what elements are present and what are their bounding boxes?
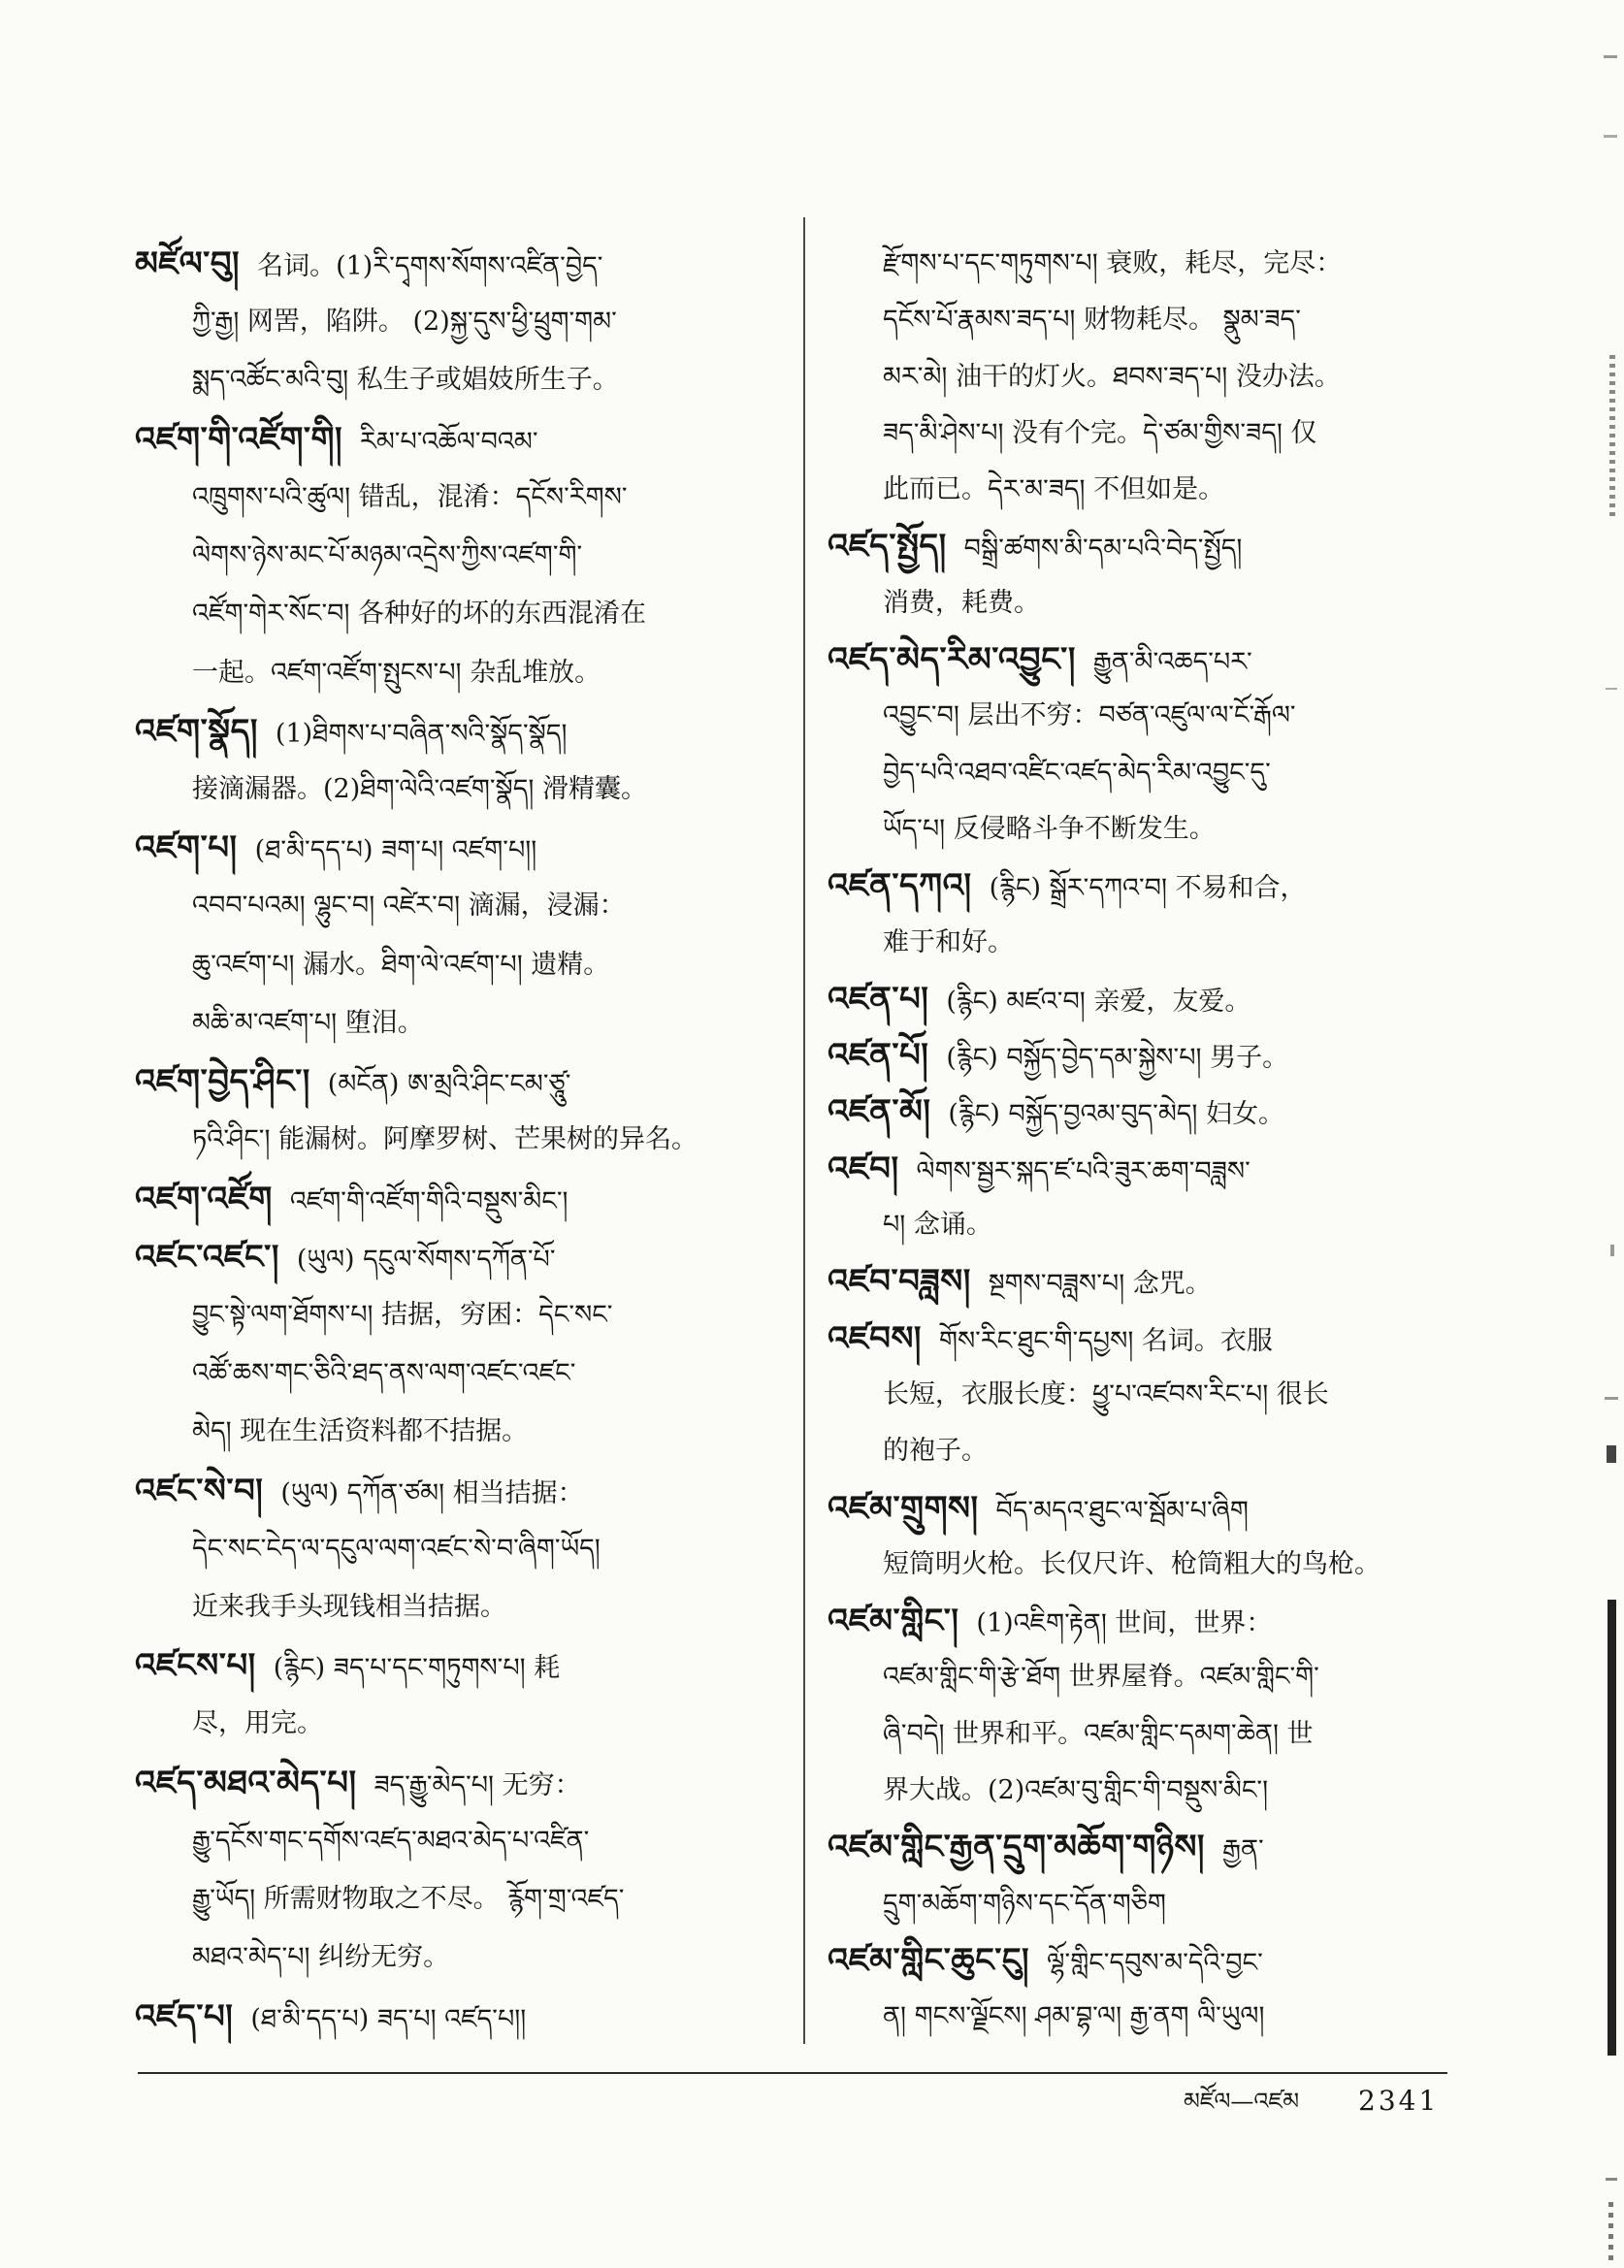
definition-text: བོད་མདའ་ཐུང་ལ་སྦོམ་པ་ཞིག bbox=[995, 1495, 1249, 1526]
headword: འཛག་འཛོག bbox=[135, 1179, 273, 1218]
definition-text: ལེགས་སྦྱར་སྐད་ཛ་པའི་ཟུར་ཆག་བཟླས་ bbox=[916, 1155, 1250, 1186]
definition-text: རིམ་པ་འཆོལ་བའམ་ bbox=[360, 426, 538, 457]
definition-text: (ཡུལ) དངུལ་སོགས་དཀོན་པོ་ bbox=[296, 1244, 556, 1275]
continuation-line bbox=[828, 1197, 1455, 1253]
definition-text: འཁྲུགས་པའི་ཚུལ། 错乱，混淆：དངོས་རིགས་ bbox=[192, 481, 628, 512]
continuation-line bbox=[135, 994, 767, 1053]
definition-text: བྱུང་སྟེ་ལག་ཐོགས་པ། 拮据，穷困：དེང་སང་ bbox=[192, 1299, 613, 1330]
headword: འཛབས། bbox=[828, 1318, 922, 1358]
footer-rule bbox=[138, 2072, 1447, 2074]
entry-first-line bbox=[828, 1819, 1455, 1875]
definition-text: 名词。(1)རི་དྭགས་སོགས་འཛིན་བྱེད་ bbox=[257, 251, 603, 281]
scan-mark bbox=[1606, 2178, 1617, 2181]
continuation-line bbox=[135, 761, 767, 819]
headword: མཛོལ་བུ། bbox=[135, 244, 241, 283]
continuation-line bbox=[135, 1111, 767, 1169]
continuation-line bbox=[135, 1870, 767, 1928]
continuation-line bbox=[135, 1695, 767, 1753]
continuation-line bbox=[135, 293, 767, 351]
headword: འཛད་མཐའ་མེད་པ། bbox=[135, 1763, 357, 1802]
entry-first-line bbox=[828, 1593, 1455, 1649]
scan-mark bbox=[1610, 1245, 1614, 1256]
definition-text: ཡོད་པ། 反侵略斗争不断发生。 bbox=[883, 813, 1216, 844]
definition-text: 的袍子。 bbox=[883, 1436, 988, 1467]
definition-text: མཐའ་མེད་པ། 纠纷无穷。 bbox=[192, 1942, 450, 1973]
entry-first-line bbox=[828, 1141, 1455, 1197]
definition-text: 此而已。དེར་མ་ཟད། 不但如是。 bbox=[883, 474, 1225, 505]
definition-text: 尽，用完。 bbox=[192, 1708, 323, 1739]
entry-first-line bbox=[828, 1311, 1455, 1367]
running-head: མཛོལ—འཛམ bbox=[1184, 2088, 1300, 2115]
definition-text: (རྙིང) ཟད་པ་དང་གཏུགས་པ། 耗 bbox=[273, 1653, 561, 1684]
definition-text: (རྙིང) བསྐྱོད་བྱེད་དམ་སྐྱེས་པ། 男子。 bbox=[946, 1043, 1289, 1074]
definition-text: ཟད་རྒྱུ་མེད་པ། 无穷： bbox=[374, 1769, 581, 1800]
definition-text: (1)འཇིག་རྟེན། 世间，世界： bbox=[976, 1608, 1273, 1639]
headword: འཛན་མོ། bbox=[828, 1092, 931, 1132]
definition-text: ལེགས་ཉེས་མང་པོ་མཉམ་འདྲེས་ཀྱིས་འཛག་གི་ bbox=[192, 540, 583, 571]
entry-first-line bbox=[135, 1754, 767, 1812]
continuation-line bbox=[135, 644, 767, 702]
continuation-line bbox=[135, 1812, 767, 1870]
definition-text: ཟད་མི་ཤེས་པ། 没有个完。དེ་ཙམ་གྱིས་ཟད། 仅 bbox=[883, 417, 1317, 448]
definition-text: སྨད་འཚོང་མའི་བུ། 私生子或娼妓所生子。 bbox=[192, 365, 619, 396]
definition-text: 一起。འཛག་འཛོག་སྤུངས་པ། 杂乱堆放。 bbox=[192, 657, 601, 688]
entry-first-line bbox=[828, 1932, 1455, 1989]
headword: འཛད་མེད་རིམ་འབྱུང་། bbox=[828, 640, 1076, 680]
entry-first-line bbox=[828, 971, 1455, 1027]
definition-text: (རྙིང) མཛའ་བ། 亲爱，友爱。 bbox=[946, 986, 1251, 1017]
definition-text: བསྒྲི་ཚགས་མི་དམ་པའི་བེད་སྤྱོད། bbox=[963, 534, 1243, 565]
continuation-line bbox=[828, 236, 1455, 292]
definition-text: 界大战。(2)འཛམ་བུ་གླིང་གི་བསྡུས་མིང་། bbox=[883, 1775, 1269, 1806]
headword: འཛངས་པ། bbox=[135, 1646, 256, 1686]
continuation-line bbox=[828, 1706, 1455, 1763]
definition-text: རྒྱུ་དངོས་གང་དགོས་འཛད་མཐའ་མེད་པ་འཛིན་ bbox=[192, 1825, 590, 1856]
entry-first-line bbox=[135, 1462, 767, 1520]
definition-text: ལྷོ་གླིང་དབུས་མ་དེའི་བྱང་ bbox=[1047, 1947, 1263, 1978]
headword: འཛག་སྣོད། bbox=[135, 711, 258, 751]
definition-text: 近来我手头现钱相当拮据。 bbox=[192, 1592, 506, 1623]
definition-text: 接滴漏器。(2)ཐིག་ལེའི་འཛག་སྣོད། 滑精囊。 bbox=[192, 773, 647, 804]
continuation-line bbox=[828, 349, 1455, 405]
continuation-line bbox=[828, 1876, 1455, 1932]
scan-mark bbox=[1607, 1445, 1616, 1463]
headword: འཛབ་བཟླས། bbox=[828, 1262, 971, 1302]
continuation-line bbox=[828, 688, 1455, 744]
definition-text: མེད། 现在生活资料都不拮据。 bbox=[192, 1416, 529, 1447]
definition-text: འཛག་གི་འཛོག་གིའི་བསྡུས་མིང་། bbox=[289, 1185, 568, 1216]
entry-first-line bbox=[135, 1636, 767, 1695]
continuation-line bbox=[828, 405, 1455, 462]
headword: འཛག་བྱེད་ཤིང་། bbox=[135, 1062, 310, 1102]
column-divider bbox=[803, 217, 805, 2044]
continuation-line bbox=[828, 915, 1455, 971]
definition-text: རྒྱུ་ཡོད། 所需财物取之不尽。 རྙོག་གྲ་འཛད་ bbox=[192, 1884, 625, 1915]
definition-text: པ། 念诵。 bbox=[883, 1210, 992, 1241]
definition-text: (མངོན) ཨ་མྲའི་ཤིང་ངམ་ཙཱུ་ bbox=[327, 1069, 571, 1100]
continuation-line bbox=[828, 801, 1455, 858]
continuation-line bbox=[135, 1578, 767, 1636]
headword: འཛམ་གྲུགས། bbox=[828, 1488, 979, 1528]
definition-text: (ཡུལ) དཀོན་ཙམ། 相当拮据： bbox=[280, 1477, 584, 1508]
continuation-line bbox=[135, 585, 767, 643]
definition-text: ཀྱི་རྒྱ། 网罟，陷阱。 (2)སྐྱ་དུས་ཕྱི་ཕྲུག་གམ་ bbox=[192, 307, 617, 338]
continuation-line bbox=[828, 462, 1455, 518]
headword: འཛང་སེ་བ། bbox=[135, 1471, 264, 1510]
definition-text: དངོས་པོ་རྣམས་ཟད་པ། 财物耗尽。 སྣུམ་ཟད་ bbox=[883, 305, 1301, 336]
entry-first-line bbox=[828, 1084, 1455, 1140]
entry-first-line bbox=[828, 632, 1455, 688]
headword: འཛབ། bbox=[828, 1149, 899, 1188]
continuation-line bbox=[135, 936, 767, 994]
definition-text: (རྙིང) སྒྲོར་དཀའ་བ། 不易和合， bbox=[989, 873, 1307, 904]
entry-first-line bbox=[828, 1027, 1455, 1084]
continuation-line bbox=[828, 1367, 1455, 1423]
continuation-line bbox=[135, 469, 767, 527]
definition-text: (ཐ་མི་དད་པ) ཟག་པ། འཛག་པ།། bbox=[254, 835, 537, 866]
definition-text: རྒྱན་ bbox=[1221, 1834, 1264, 1865]
headword: འཛམ་གླིང་ཆུང་ངུ། bbox=[828, 1940, 1029, 1980]
continuation-line bbox=[828, 1649, 1455, 1705]
definition-text: འབྱུང་བ། 层出不穷：བཙན་འཛུལ་ལ་ངོ་རྒོལ་ bbox=[883, 700, 1296, 731]
headword: འཛད་སྤྱོད། bbox=[828, 527, 947, 567]
definition-text: འབབ་པའམ། ལྷུང་བ། འཛེར་བ། 滴漏，浸漏： bbox=[192, 891, 626, 922]
definition-text: 短筒明火枪。长仅尺许、枪筒粗大的鸟枪。 bbox=[883, 1548, 1380, 1579]
entry-first-line bbox=[828, 858, 1455, 914]
continuation-line bbox=[828, 1423, 1455, 1479]
definition-text: 难于和好。 bbox=[883, 926, 1014, 957]
definition-text: སྔགས་བཟླས་པ། 念咒。 bbox=[988, 1269, 1212, 1300]
headword: འཛམ་གླིང་། bbox=[828, 1602, 959, 1641]
headword: འཛམ་གླིང་རྒྱན་དྲུག་མཆོག་གཉིས། bbox=[828, 1828, 1205, 1867]
continuation-line bbox=[135, 877, 767, 935]
definition-text: གོས་རིང་ཐུང་གི་དཔྱས། 名词。衣服 bbox=[938, 1325, 1273, 1356]
continuation-line bbox=[135, 1403, 767, 1461]
definition-text: (ཐ་མི་དད་པ) ཟད་པ། འཛད་པ།། bbox=[250, 2003, 527, 2034]
scan-mark bbox=[1608, 1600, 1616, 2056]
headword: འཛག་པ། bbox=[135, 828, 238, 868]
entry-first-line bbox=[135, 235, 767, 293]
continuation-line bbox=[828, 1537, 1455, 1593]
entry-first-line bbox=[135, 1053, 767, 1111]
headword: འཛག་གི་འཛོག་གི། bbox=[135, 419, 343, 459]
continuation-line bbox=[135, 351, 767, 409]
entry-first-line bbox=[828, 1480, 1455, 1537]
definition-text: འཛོག་གེར་སོང་བ། 各种好的坏的东西混淆在 bbox=[192, 599, 647, 630]
definition-text: འཛམ་གླིང་གི་རྩེ་ཐོག 世界屋脊。འཛམ་གླིང་གི་ bbox=[883, 1662, 1319, 1693]
entry-first-line bbox=[135, 819, 767, 877]
continuation-line bbox=[135, 1345, 767, 1403]
definition-text: ན། གངས་ལྗོངས། ཤམ་བྷ་ལ། རྒྱ་ནག ལི་ཡུལ། bbox=[883, 2001, 1265, 2032]
entry-first-line bbox=[828, 1253, 1455, 1310]
entry-first-line bbox=[828, 518, 1455, 574]
entry-first-line bbox=[135, 1170, 767, 1228]
continuation-line bbox=[135, 1520, 767, 1578]
continuation-line bbox=[135, 527, 767, 585]
right-column bbox=[828, 236, 1455, 2046]
definition-text: འཚོ་ཆས་གང་ཅིའི་ཐད་ནས་ལག་འཛང་འཛང་ bbox=[192, 1358, 576, 1389]
definition-text: (1)ཐིགས་པ་བཞིན་སའི་སྣོད་སྣོད། bbox=[275, 718, 568, 749]
continuation-line bbox=[135, 1286, 767, 1345]
definition-text: (རྙིང) བསྐྱོད་བྱའམ་བུད་མེད། 妇女。 bbox=[948, 1099, 1285, 1130]
continuation-line bbox=[828, 575, 1455, 632]
definition-text: རྫོགས་པ་དང་གཏུགས་པ། 衰败，耗尽，完尽： bbox=[883, 248, 1343, 278]
headword: འཛན་པོ། bbox=[828, 1036, 929, 1076]
scan-mark bbox=[1604, 135, 1617, 138]
continuation-line bbox=[828, 1989, 1455, 2045]
definition-text: དྲུག་མཆོག་གཉིས་དང་དོན་གཅིག bbox=[883, 1888, 1166, 1919]
left-column bbox=[135, 235, 767, 2046]
entry-first-line bbox=[135, 702, 767, 761]
headword: འཛང་འཛང་། bbox=[135, 1237, 279, 1277]
continuation-line bbox=[828, 1763, 1455, 1819]
continuation-line bbox=[828, 292, 1455, 348]
headword: འཛད་པ། bbox=[135, 1996, 234, 2036]
entry-first-line bbox=[135, 1228, 767, 1286]
scan-mark bbox=[1608, 2202, 1613, 2266]
scan-mark bbox=[1609, 355, 1615, 520]
scan-mark bbox=[1606, 688, 1617, 690]
definition-text: ཆུ་འཛག་པ། 漏水。ཐིག་ལེ་འཛག་པ། 遗精。 bbox=[192, 949, 610, 980]
page-number: 2341 bbox=[1358, 2085, 1440, 2117]
definition-text: 长短，衣服长度：ཕྱུ་པ་འཛབས་རིང་པ། 很长 bbox=[883, 1378, 1329, 1409]
headword: འཛན་དཀའ། bbox=[828, 866, 972, 906]
definition-text: མར་མེ། 油干的灯火。ཐབས་ཟད་པ། 没办法。 bbox=[883, 361, 1341, 392]
continuation-line bbox=[828, 745, 1455, 801]
definition-text: ཞི་བདེ། 世界和平。འཛམ་གླིང་དམག་ཆེན། 世 bbox=[883, 1718, 1314, 1749]
entry-first-line bbox=[135, 410, 767, 469]
definition-text: དེང་སང་ངེད་ལ་དངུལ་ལག་འཛང་སེ་བ་ཞིག་ཡོད། bbox=[192, 1533, 601, 1564]
headword: འཛན་པ། bbox=[828, 979, 929, 1019]
definition-text: མཆི་མ་འཛག་པ། 堕泪。 bbox=[192, 1007, 424, 1038]
entry-first-line bbox=[135, 1988, 767, 2046]
scan-mark bbox=[1605, 1397, 1618, 1400]
definition-text: 消费，耗费。 bbox=[883, 587, 1040, 618]
scan-mark bbox=[1604, 55, 1617, 58]
definition-text: རྒྱུན་མི་འཆད་པར་ bbox=[1092, 647, 1252, 678]
definition-text: བྱེད་པའི་འཐབ་འཛིང་འཛད་མེད་རིམ་འབྱུང་དུ་ bbox=[883, 757, 1271, 788]
definition-text: ཏའི་ཤིང་། 能漏树。阿摩罗树、芒果树的异名。 bbox=[192, 1124, 698, 1155]
continuation-line bbox=[135, 1928, 767, 1987]
